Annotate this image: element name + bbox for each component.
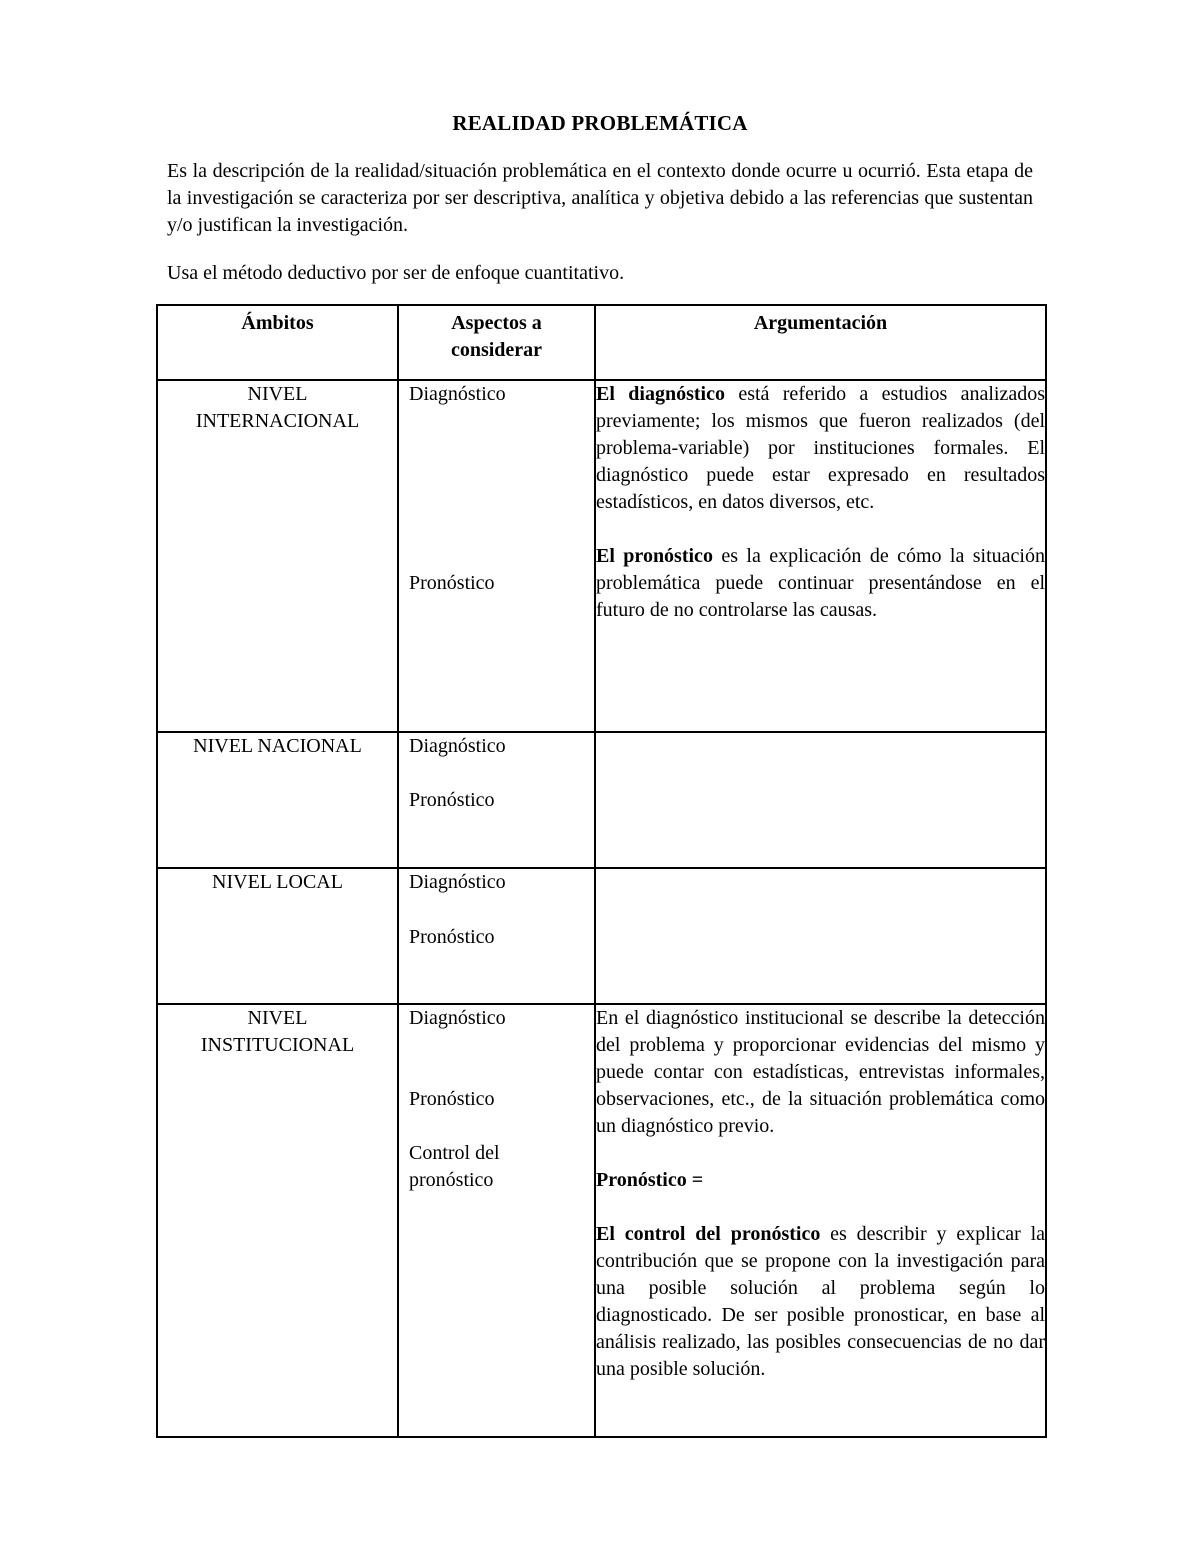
aspect-item: Diagnóstico <box>409 383 506 405</box>
argument-cell: El diagnóstico está referido a estudios analizados previamente; los mismos que fueron realizados (del problema-variable) por instituciones formales. El diagnóstico puede estar expresado en resultados estadísticos, en datos diversos, etc. El pronóstico es la explicación de cómo la situación problemática puede continuar presentándose en el futuro de no controlarse las causas. <box>595 380 1046 732</box>
header-ambitos: Ámbitos <box>157 305 398 380</box>
aspects-cell <box>398 732 595 868</box>
aspect-item: Diagnóstico <box>409 1007 506 1029</box>
level-nacional: NIVEL NACIONAL <box>157 732 398 868</box>
argument-cell: En el diagnóstico institucional se describe la detección del problema y proporcionar evidencias del mismo y puede contar con estadísticas, entrevistas informales, observaciones, etc., de la situación problemática como un diagnóstico previo. Pronóstico = El control del pronóstico es describir y explicar la contribución que se propone con la investigación para una posible solución al problema según lo diagnosticado. De ser posible pronosticar, en base al análisis realizado, las posibles consecuencias de no dar una posible solución. <box>595 1004 1046 1437</box>
aspect-item: Diagnóstico <box>409 871 506 893</box>
aspect-item: Control del pronóstico <box>409 1142 500 1191</box>
method-paragraph: Usa el método deductivo por ser de enfoque cuantitativo. <box>167 262 625 284</box>
table-row <box>157 380 1046 732</box>
table-row <box>157 1004 1046 1437</box>
level-internacional: NIVEL INTERNACIONAL <box>157 380 398 732</box>
aspects-cell <box>398 868 595 1004</box>
aspect-item: Pronóstico <box>409 572 495 594</box>
table-row <box>157 868 1046 1004</box>
aspect-item: Pronóstico <box>409 789 495 811</box>
argument-cell <box>595 732 1046 868</box>
levels-table <box>156 304 1047 1438</box>
page-title: REALIDAD PROBLEMÁTICA <box>452 111 748 135</box>
level-institucional: NIVEL INSTITUCIONAL <box>157 1004 398 1437</box>
table-header-row <box>157 305 1046 380</box>
aspects-cell <box>398 1004 595 1437</box>
aspects-cell <box>398 380 595 732</box>
intro-paragraph: Es la descripción de la realidad/situación problemática en el contexto donde ocurre u ocurrió. Esta etapa de la investigación se caracteriza por ser descriptiva, analítica y objetiva debido a las referencias que sustentan y/o justifican la investigación. <box>167 160 1033 236</box>
aspect-item: Pronóstico <box>409 926 495 948</box>
header-argumentacion: Argumentación <box>595 305 1046 380</box>
level-local: NIVEL LOCAL <box>157 868 398 1004</box>
aspect-item: Diagnóstico <box>409 735 506 757</box>
table-row <box>157 732 1046 868</box>
header-aspectos: Aspectos a considerar <box>398 305 595 380</box>
aspect-item: Pronóstico <box>409 1088 495 1110</box>
argument-cell <box>595 868 1046 1004</box>
